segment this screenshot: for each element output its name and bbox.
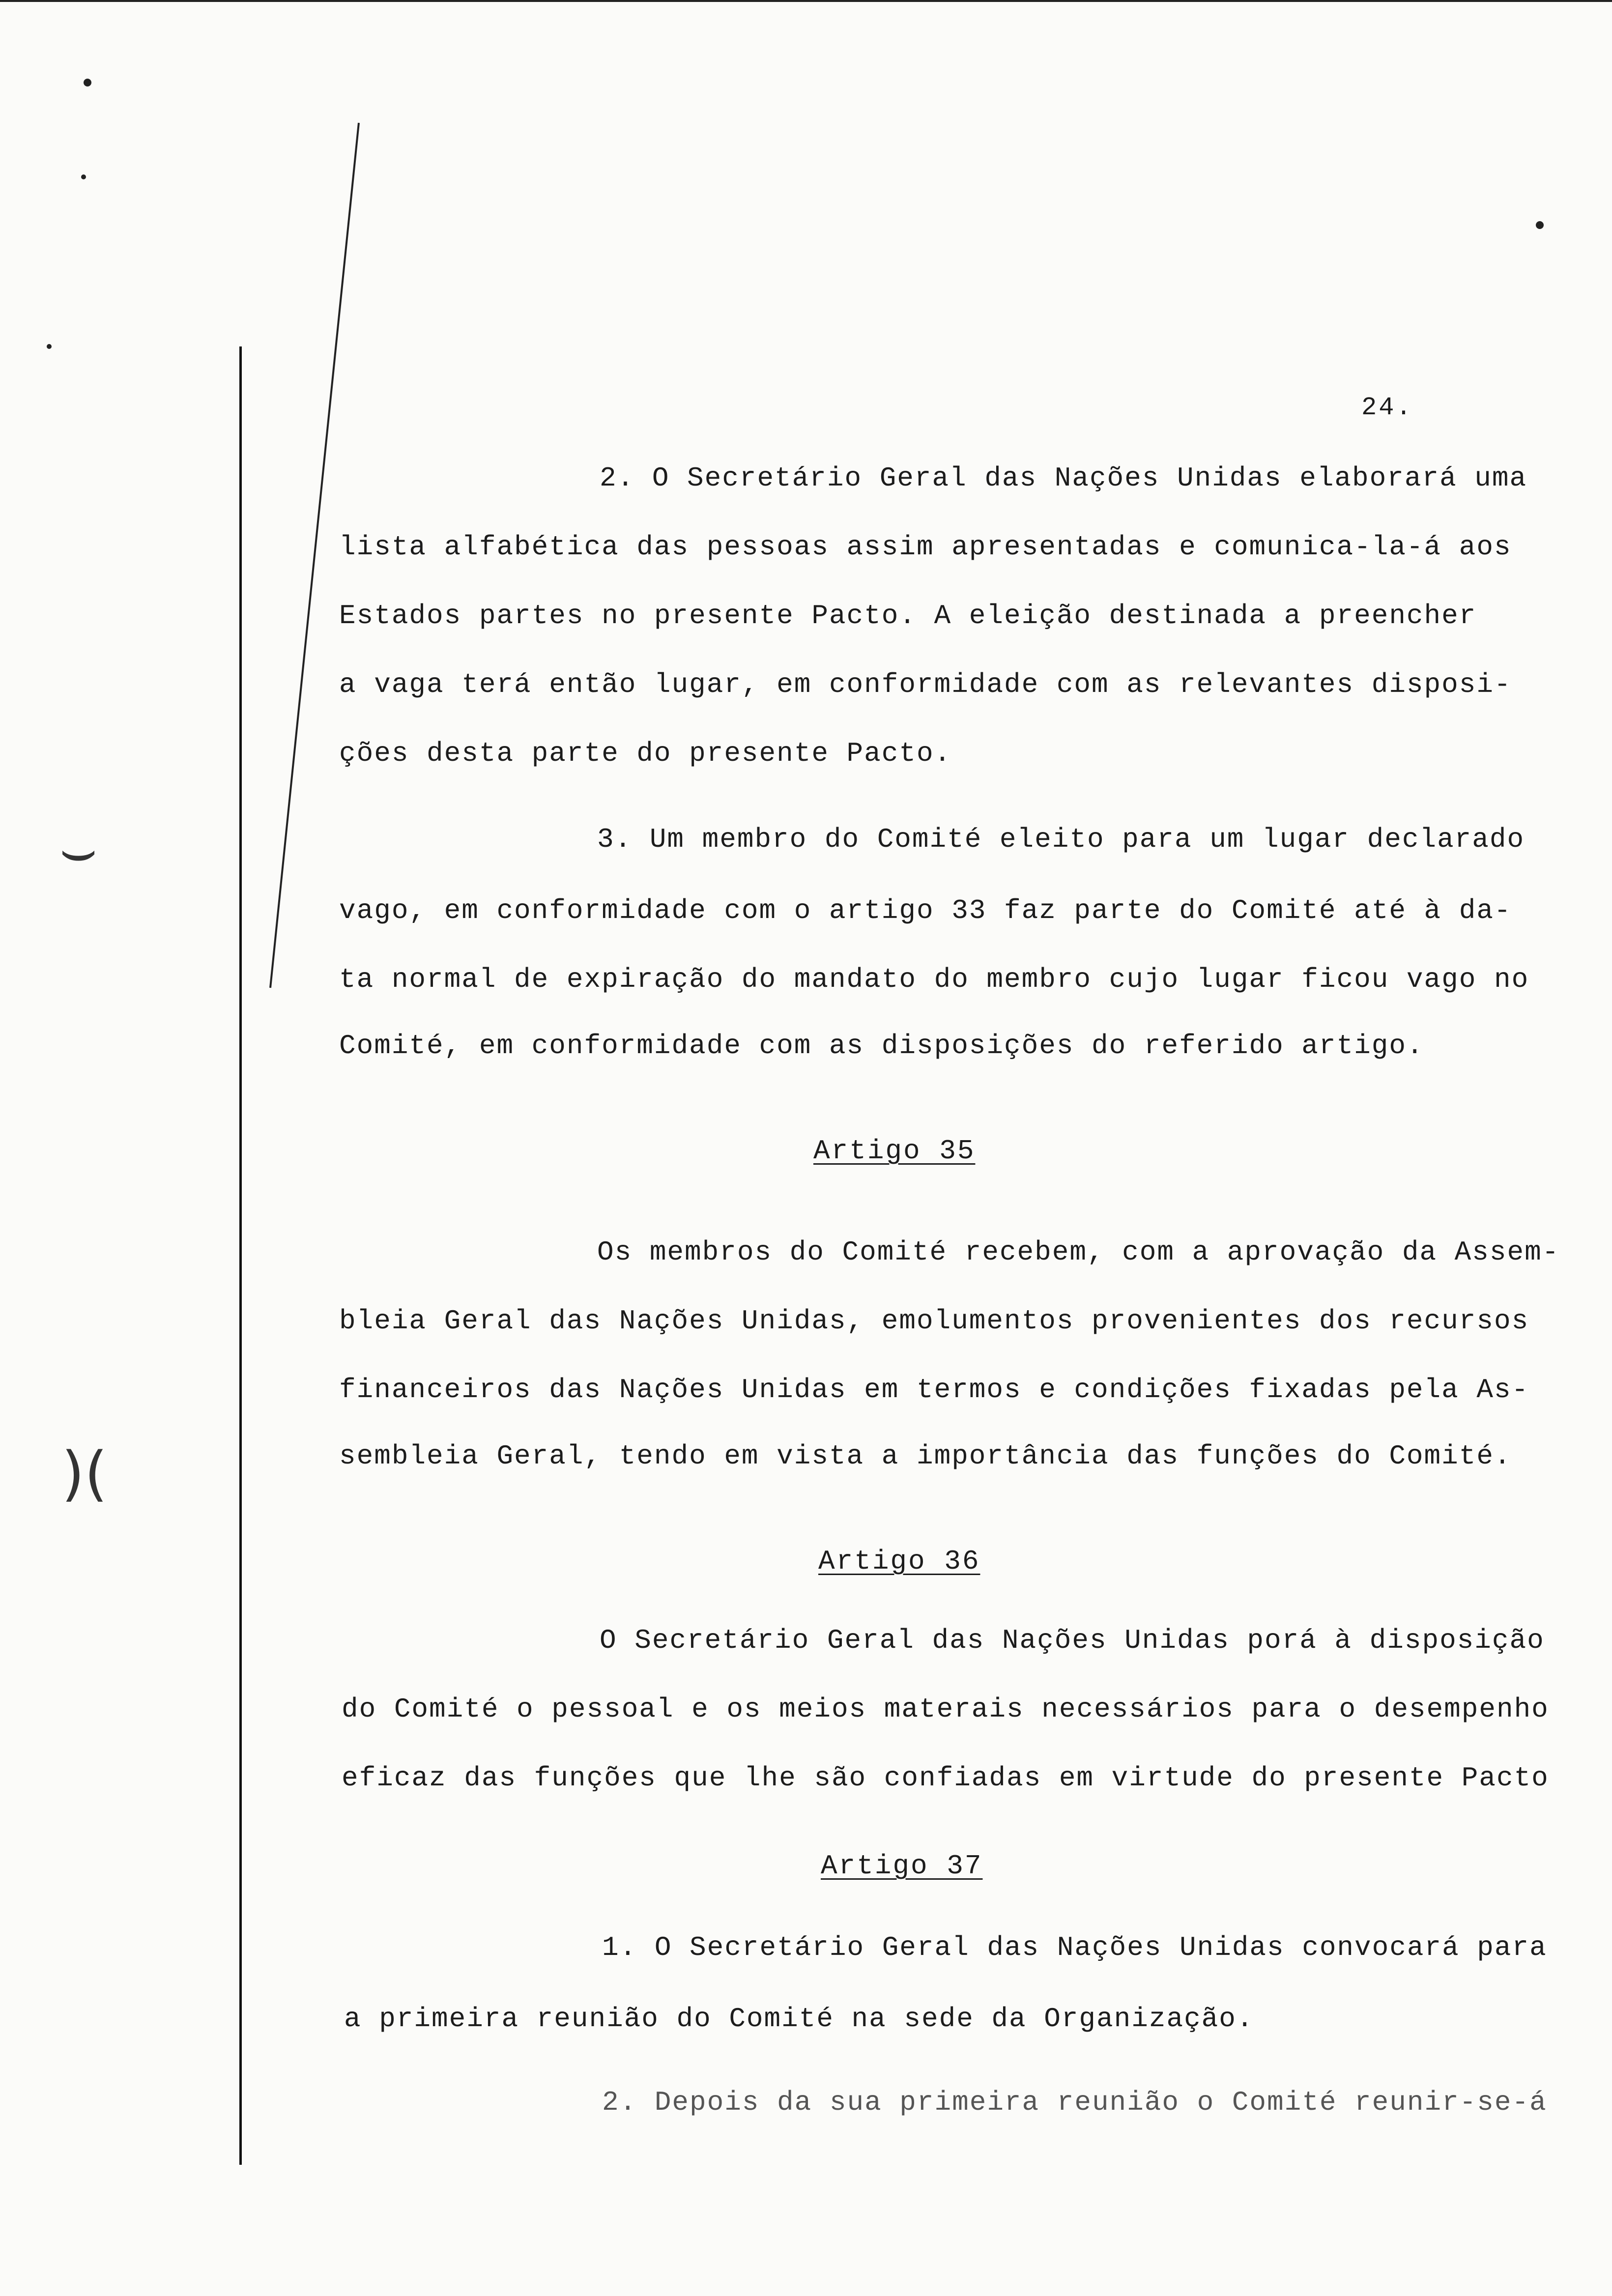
paragraph-2-line-1: 2. O Secretário Geral das Nações Unidas elaborará uma <box>600 462 1527 494</box>
artigo-36-line-2: do Comité o pessoal e os meios materais necessários para o desempenho <box>342 1693 1549 1725</box>
artigo-35-line-4: sembleia Geral, tendo em vista a importância das funções do Comité. <box>339 1440 1512 1472</box>
speck <box>1536 221 1544 229</box>
paragraph-3-line-4: Comité, em conformidade com as disposições do referido artigo. <box>339 1030 1424 1062</box>
artigo-35-line-2: bleia Geral das Nações Unidas, emolumentos provenientes dos recursos <box>339 1305 1529 1337</box>
margin-rule <box>239 346 242 2165</box>
artigo-35-line-1: Os membros do Comité recebem, com a aprovação da Assem- <box>597 1236 1560 1268</box>
artigo-37-line-2: a primeira reunião do Comité na sede da Organização. <box>344 2003 1254 2035</box>
scan-top-edge <box>0 0 1612 2</box>
paragraph-2-line-2: lista alfabética das pessoas assim apresentadas e comunica-la-á aos <box>339 531 1512 563</box>
artigo-35-line-3: financeiros das Nações Unidas em termos e condições fixadas pela As- <box>339 1374 1529 1406</box>
artigo-37-line-3: 2. Depois da sua primeira reunião o Comité reunir-se-á <box>602 2087 1547 2118</box>
paragraph-2-line-5: ções desta parte do presente Pacto. <box>339 738 952 769</box>
paragraph-3-line-3: ta normal de expiração do mandato do membro cujo lugar ficou vago no <box>339 964 1529 995</box>
paragraph-2-line-4: a vaga terá então lugar, em conformidade com as relevantes disposi- <box>339 669 1512 700</box>
speck <box>47 344 52 349</box>
artigo-35-heading: Artigo 35 <box>813 1135 976 1167</box>
speck <box>81 174 86 179</box>
artigo-36-line-3: eficaz das funções que lhe são confiadas em virtude do presente Pacto <box>342 1762 1549 1794</box>
artigo-37-heading: Artigo 37 <box>821 1850 983 1882</box>
speck <box>84 79 91 86</box>
artigo-37-line-1: 1. O Secretário Geral das Nações Unidas convocará para <box>602 1932 1547 1963</box>
paragraph-3-line-1: 3. Um membro do Comité eleito para um lugar declarado <box>597 824 1525 855</box>
paragraph-2-line-3: Estados partes no presente Pacto. A eleição destinada a preencher <box>339 600 1477 631</box>
page-number: 24. <box>1361 393 1413 422</box>
paragraph-3-line-2: vago, em conformidade com o artigo 33 faz parte do Comité até à da- <box>339 895 1512 926</box>
artigo-36-heading: Artigo 36 <box>818 1546 980 1577</box>
punch-hole-mark-top: ⌣ <box>59 816 98 884</box>
punch-hole-mark-bottom: )( <box>61 1440 108 1508</box>
artigo-36-line-1: O Secretário Geral das Nações Unidas porá à disposição <box>600 1625 1545 1656</box>
